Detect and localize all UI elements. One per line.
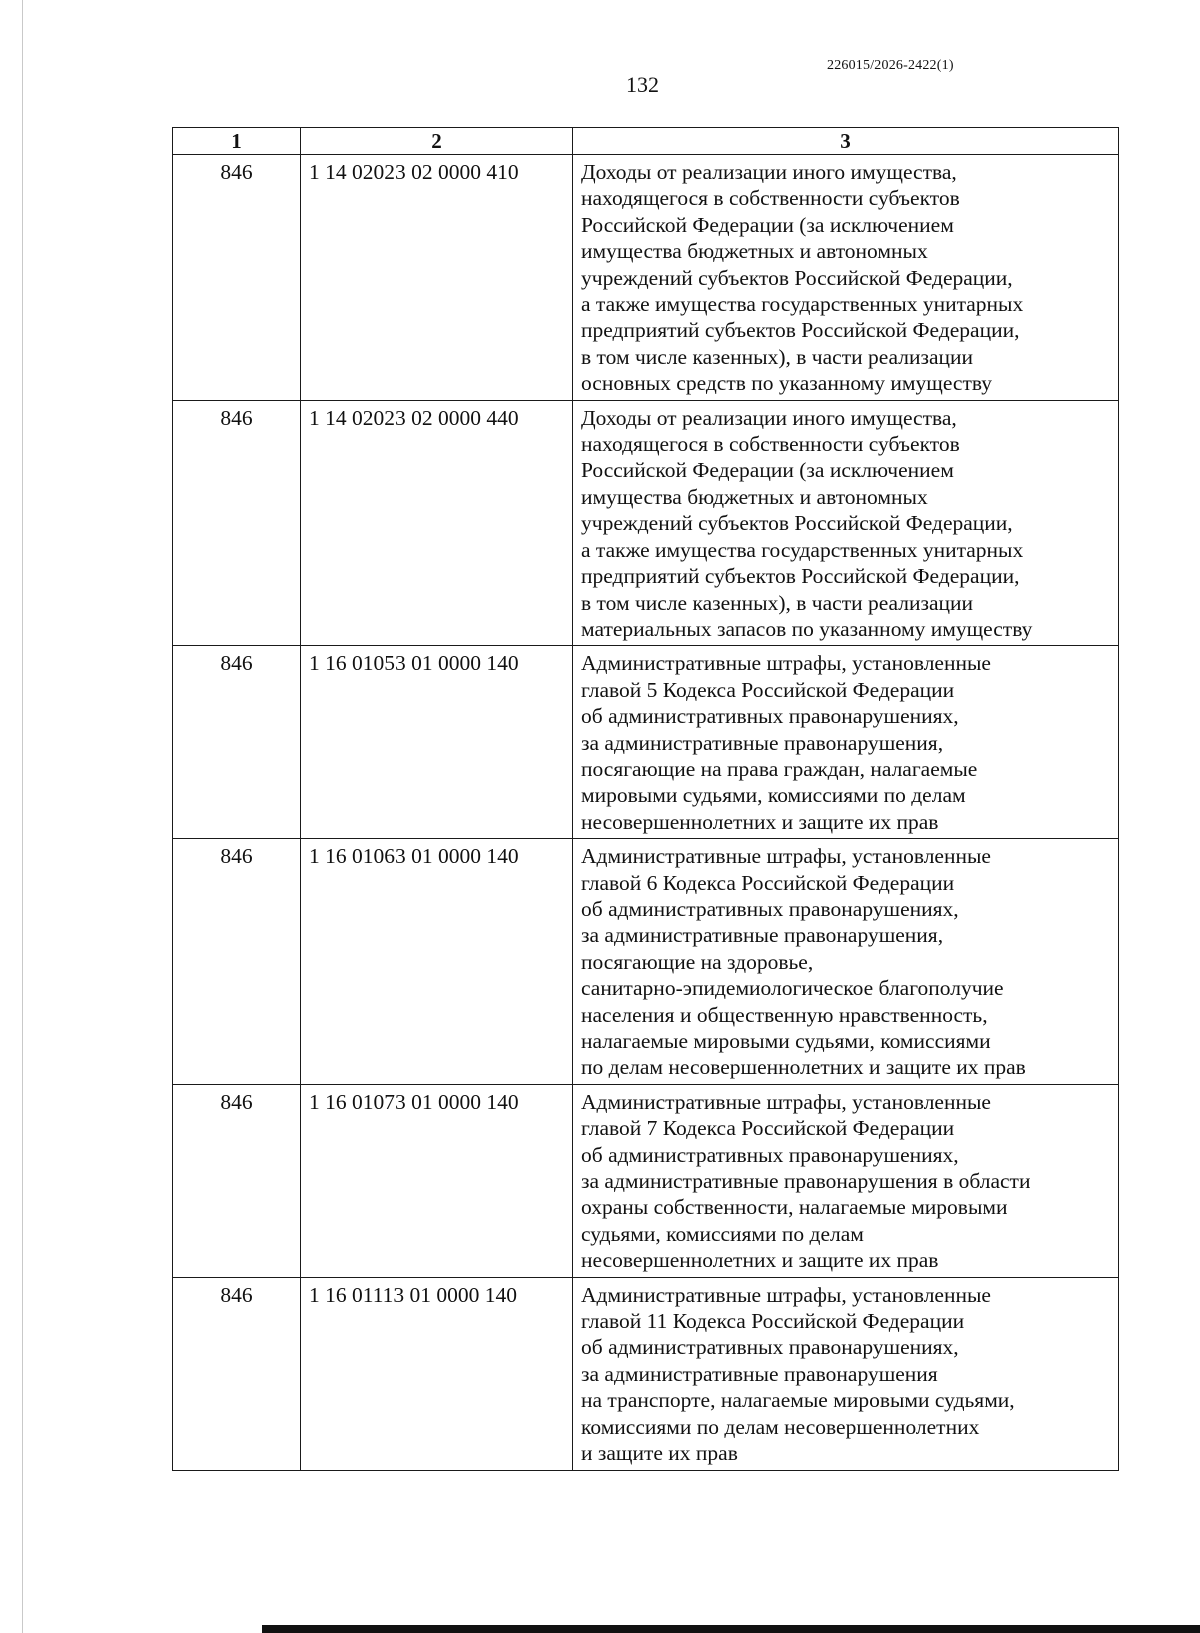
income-description-cell: Доходы от реализации иного имущества, находящегося в собственности субъектов Российской Федерации (за исключением имущества бюджетных и автономных учреждений субъектов Российской Федерации, а также имущества государственных унитарных предприятий субъектов Российской Федерации, в том числе казенных), в части реализации материальных запасов по указанному имуществу bbox=[573, 400, 1119, 646]
budget-classification-code-cell: 1 16 01053 01 0000 140 bbox=[301, 646, 573, 839]
scan-bottom-edge-bar bbox=[262, 1625, 1200, 1633]
admin-code-cell: 846 bbox=[173, 1084, 301, 1277]
page-number: 132 bbox=[626, 72, 659, 97]
table-row bbox=[173, 1277, 1119, 1470]
income-description-cell: Административные штрафы, установленные главой 5 Кодекса Российской Федерации об административных правонарушениях, за административные правонарушения, посягающие на права граждан, налагаемые мировыми судьями, комиссиями по делам несовершеннолетних и защите их прав bbox=[573, 646, 1119, 839]
table-row bbox=[173, 1084, 1119, 1277]
table-header-row bbox=[173, 128, 1119, 155]
column-header-2: 2 bbox=[301, 128, 573, 155]
column-header-3: 3 bbox=[573, 128, 1119, 155]
admin-code-cell: 846 bbox=[173, 646, 301, 839]
document-code: 226015/2026-2422(1) bbox=[827, 58, 954, 73]
table-row bbox=[173, 400, 1119, 646]
admin-code-cell: 846 bbox=[173, 400, 301, 646]
column-header-1: 1 bbox=[173, 128, 301, 155]
income-description-cell: Административные штрафы, установленные главой 11 Кодекса Российской Федерации об административных правонарушениях, за административные правонарушения на транспорте, налагаемые мировыми судьями, комиссиями по делам несовершеннолетних и защите их прав bbox=[573, 1277, 1119, 1470]
revenue-codes-table bbox=[172, 127, 1119, 1471]
budget-classification-code-cell: 1 14 02023 02 0000 440 bbox=[301, 400, 573, 646]
budget-classification-code-cell: 1 16 01063 01 0000 140 bbox=[301, 839, 573, 1085]
income-description-cell: Административные штрафы, установленные главой 6 Кодекса Российской Федерации об административных правонарушениях, за административные правонарушения, посягающие на здоровье, санитарно-эпидемиологическое благополучие населения и общественную нравственность, налагаемые мировыми судьями, комиссиями по делам несовершеннолетних и защите их прав bbox=[573, 839, 1119, 1085]
admin-code-cell: 846 bbox=[173, 155, 301, 401]
admin-code-cell: 846 bbox=[173, 839, 301, 1085]
scan-left-edge-line bbox=[22, 0, 23, 1633]
budget-classification-code-cell: 1 16 01073 01 0000 140 bbox=[301, 1084, 573, 1277]
income-description-cell: Административные штрафы, установленные главой 7 Кодекса Российской Федерации об административных правонарушениях, за административные правонарушения в области охраны собственности, налагаемые мировыми судьями, комиссиями по делам несовершеннолетних и защите их прав bbox=[573, 1084, 1119, 1277]
income-description-cell: Доходы от реализации иного имущества, находящегося в собственности субъектов Российской Федерации (за исключением имущества бюджетных и автономных учреждений субъектов Российской Федерации, а также имущества государственных унитарных предприятий субъектов Российской Федерации, в том числе казенных), в части реализации основных средств по указанному имуществу bbox=[573, 155, 1119, 401]
budget-classification-code-cell: 1 14 02023 02 0000 410 bbox=[301, 155, 573, 401]
table-row bbox=[173, 839, 1119, 1085]
table-row bbox=[173, 155, 1119, 401]
budget-classification-code-cell: 1 16 01113 01 0000 140 bbox=[301, 1277, 573, 1470]
table-row bbox=[173, 646, 1119, 839]
admin-code-cell: 846 bbox=[173, 1277, 301, 1470]
